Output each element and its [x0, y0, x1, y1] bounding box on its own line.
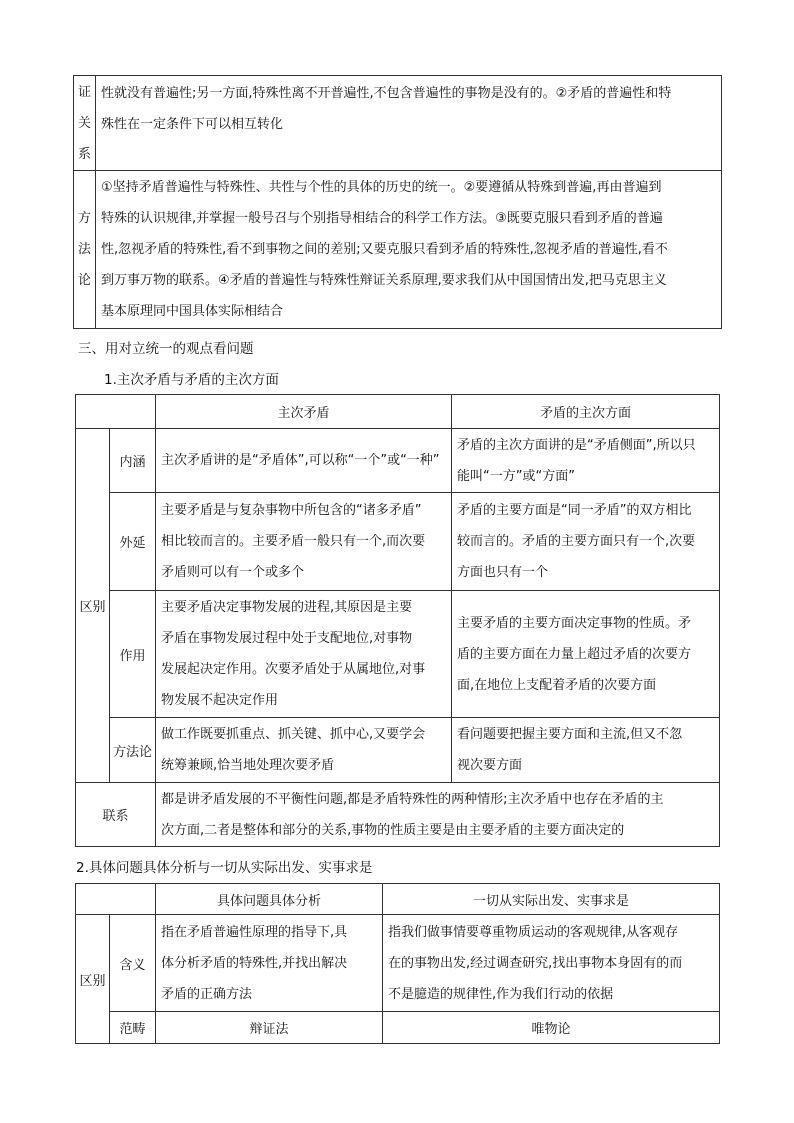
- row-label: 方 法 论: [74, 171, 96, 329]
- table-row: [76, 718, 720, 783]
- column-header: 具体问题具体分析: [156, 884, 383, 915]
- section-title: 三、用对立统一的观点看问题: [78, 341, 254, 357]
- header-empty: [76, 884, 156, 915]
- row-content: 性就没有普遍性;另一方面,特殊性离不开普遍性,不包含普遍性的事物是没有的。②矛盾的普遍性和特 殊性在一定条件下可以相互转化: [96, 76, 722, 171]
- table-header-row: [76, 395, 720, 429]
- table-contradictions: [75, 394, 720, 847]
- row-label: 含义: [110, 915, 156, 1012]
- subsection-title: 1.主次矛盾与矛盾的主次方面: [104, 372, 279, 388]
- column-header: 矛盾的主次方面: [452, 395, 720, 429]
- subsection-title: 2.具体问题具体分析与一切从实际出发、实事求是: [76, 860, 373, 876]
- table-cell: 指我们做事情要尊重物质运动的客观规律,从客观存 在的事物出发,经过调查研究,找出事物本身固有的而 不是臆造的规律性,作为我们行动的依据: [383, 915, 720, 1012]
- table-row: [76, 591, 720, 718]
- row-label: 证 关 系: [74, 76, 96, 171]
- table-cell: 都是讲矛盾发展的不平衡性问题,都是矛盾特殊性的两种情形;主次矛盾中也存在矛盾的主 次方面,二者是整体和部分的关系,事物的性质主要是由主要矛盾的主要方面决定的: [156, 783, 720, 847]
- table-analysis: [75, 883, 720, 1044]
- group-label: 区别: [76, 429, 110, 783]
- table-row: [76, 429, 720, 493]
- column-header: 一切从实际出发、实事求是: [383, 884, 720, 915]
- table-cell: 主次矛盾讲的是“矛盾体”,可以称“一个”或“一种”: [156, 429, 452, 493]
- table-cell: 主要矛盾的主要方面决定事物的性质。矛 盾的主要方面在力量上超过矛盾的次要方 面,在地位上支配着矛盾的次要方面: [452, 591, 720, 718]
- row-label: 范畴: [110, 1012, 156, 1044]
- group-label: 区别: [76, 915, 110, 1044]
- table-cell: 主要矛盾决定事物发展的进程,其原因是主要 矛盾在事物发展过程中处于支配地位,对事物 发展起决定作用。次要矛盾处于从属地位,对事 物发展不起决定作用: [156, 591, 452, 718]
- table-cell: 做工作既要抓重点、抓关键、抓中心,又要学会 统筹兼顾,恰当地处理次要矛盾: [156, 718, 452, 783]
- table-row: [74, 76, 722, 171]
- table-header-row: [76, 884, 720, 915]
- table-row: [76, 915, 720, 1012]
- table-row: [76, 1012, 720, 1044]
- table-cell: 看问题要把握主要方面和主流,但又不忽 视次要方面: [452, 718, 720, 783]
- table-methodology: [73, 75, 722, 329]
- table-cell: 矛盾的主次方面讲的是“矛盾侧面”,所以只 能叫“一方”或“方面”: [452, 429, 720, 493]
- header-empty: [76, 395, 156, 429]
- row-label: 方法论: [110, 718, 156, 783]
- table-row: [74, 171, 722, 329]
- table-cell: 唯物论: [383, 1012, 720, 1044]
- table-cell: 辩证法: [156, 1012, 383, 1044]
- row-label: 联系: [76, 783, 156, 847]
- table-row: [76, 493, 720, 591]
- table-cell: 主要矛盾是与复杂事物中所包含的“诸多矛盾” 相比较而言的。主要矛盾一般只有一个,而次要 矛盾则可以有一个或多个: [156, 493, 452, 591]
- row-content: ①坚持矛盾普遍性与特殊性、共性与个性的具体的历史的统一。②要遵循从特殊到普遍,再由普遍到 特殊的认识规律,并掌握一般号召与个别指导相结合的科学工作方法。③既要克服只看到矛盾的普遍 性,忽视矛盾的特殊性,看不到事物之间的差别;又要克服只看到矛盾的特殊性,忽视矛盾的普遍性,看不 到万事万物的联系。④矛盾的普遍性与特殊性辩证关系原理,要求我们从中国国情出发,把马克思主义 基本原理同中国具体实际相结合: [96, 171, 722, 329]
- row-label: 外延: [110, 493, 156, 591]
- table-cell: 矛盾的主要方面是“同一矛盾”的双方相比 较而言的。矛盾的主要方面只有一个,次要 方面也只有一个: [452, 493, 720, 591]
- table-row: [76, 783, 720, 847]
- table-cell: 指在矛盾普遍性原理的指导下,具 体分析矛盾的特殊性,并找出解决 矛盾的正确方法: [156, 915, 383, 1012]
- row-label: 作用: [110, 591, 156, 718]
- column-header: 主次矛盾: [156, 395, 452, 429]
- row-label: 内涵: [110, 429, 156, 493]
